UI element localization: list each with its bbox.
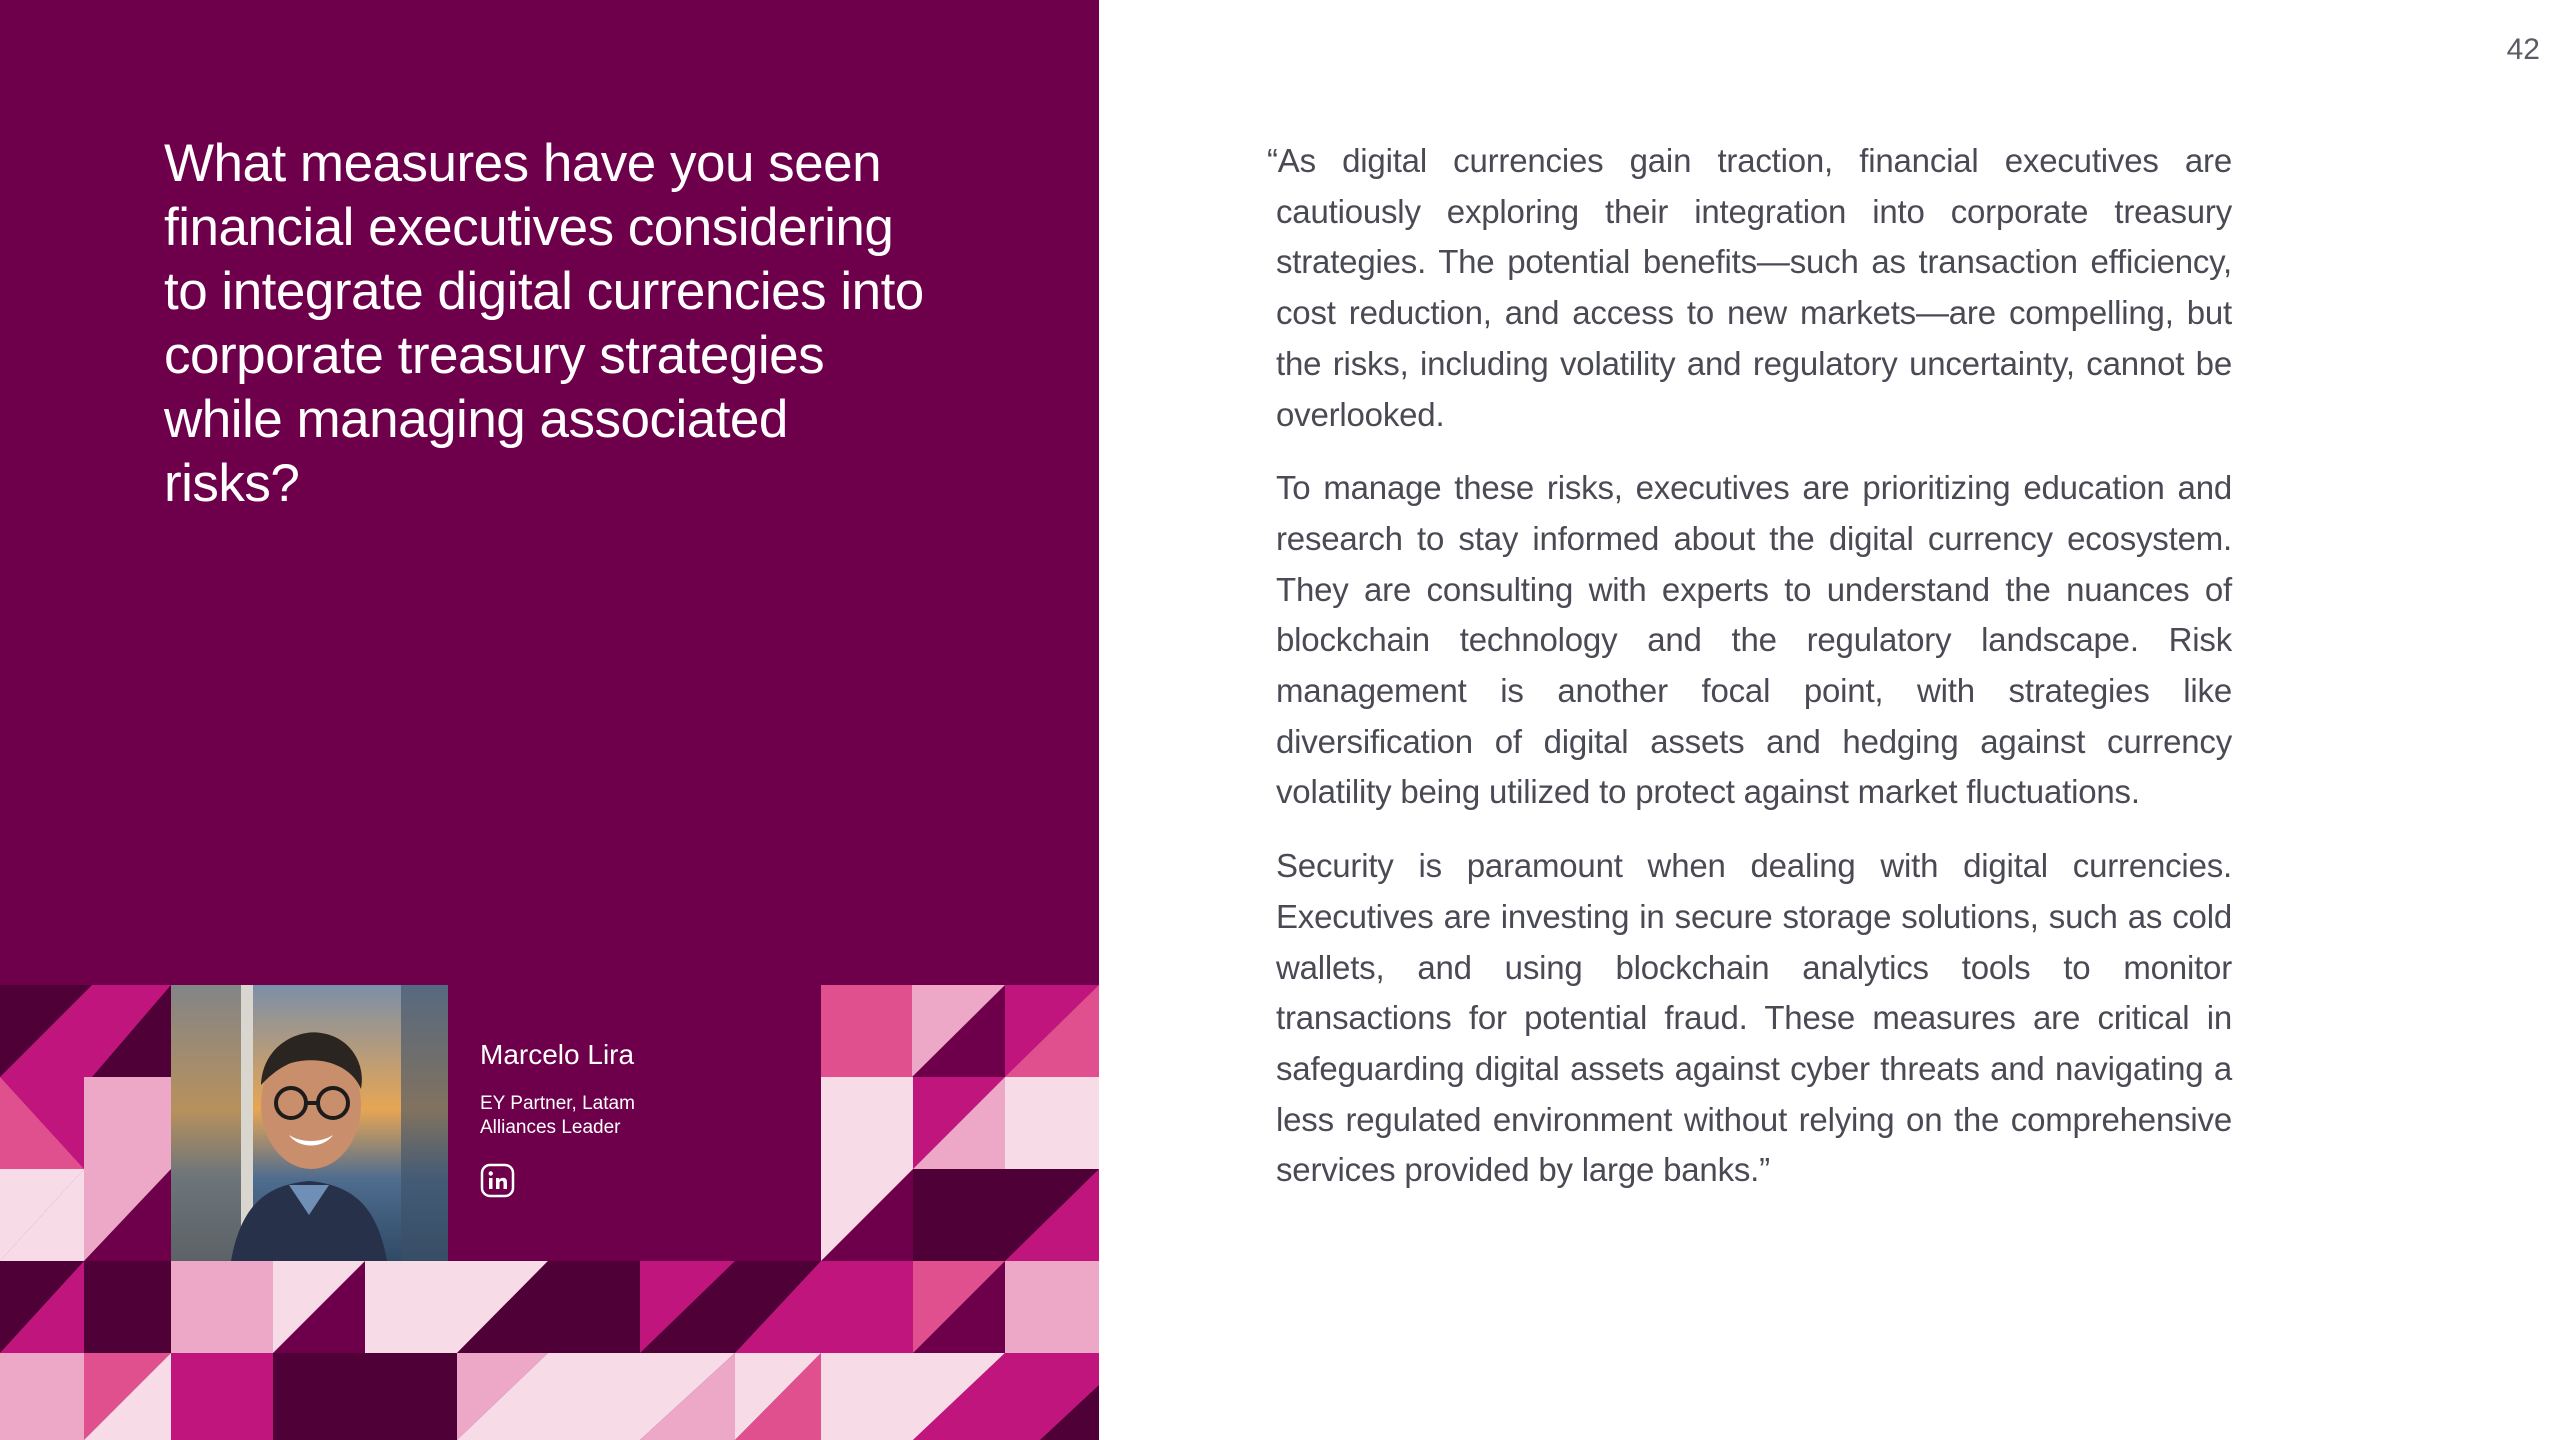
question-heading: What measures have you seen financial executives considering to integrate digital currencies into corporate treasury strategies while managing associated risks? [164, 134, 924, 513]
linkedin-icon[interactable] [480, 1163, 515, 1198]
quote-paragraph: To manage these risks, executives are prioritizing education and research to stay informed about the digital currency ecosystem. They are consulting with experts to understand the nuances of blockchain technology and the regulatory landscape. Risk management is another focal point, with strategies like diversification of digital assets and hedging against currency volatility being utilized to protect against market fluctuations. [1276, 469, 2232, 811]
profile-photo [171, 985, 448, 1261]
page-number: 42 [2506, 33, 2540, 66]
quote-body [1267, 136, 2232, 1219]
profile-title-line: EY Partner, Latam [480, 1093, 635, 1114]
profile-title [480, 1092, 635, 1140]
question-panel [0, 0, 1099, 1440]
quote-paragraph: “As digital currencies gain traction, financial executives are cautiously exploring their integration into corporate treasury strategies. The potential benefits—such as transaction efficiency, cost reduction, and access to new markets—are compelling, but the risks, including volatility and regulatory uncertainty, cannot be overlooked. [1267, 142, 2232, 433]
profile-title-line: Alliances Leader [480, 1117, 621, 1138]
profile-name: Marcelo Lira [480, 1039, 635, 1070]
quote-paragraph: Security is paramount when dealing with digital currencies. Executives are investing in secure storage solutions, such as cold wallets, and using blockchain analytics tools to monitor transactions for potential fraud. These measures are critical in safeguarding digital assets against cyber threats and navigating a less regulated environment without relying on the comprehensive services provided by large banks.” [1276, 847, 2232, 1189]
